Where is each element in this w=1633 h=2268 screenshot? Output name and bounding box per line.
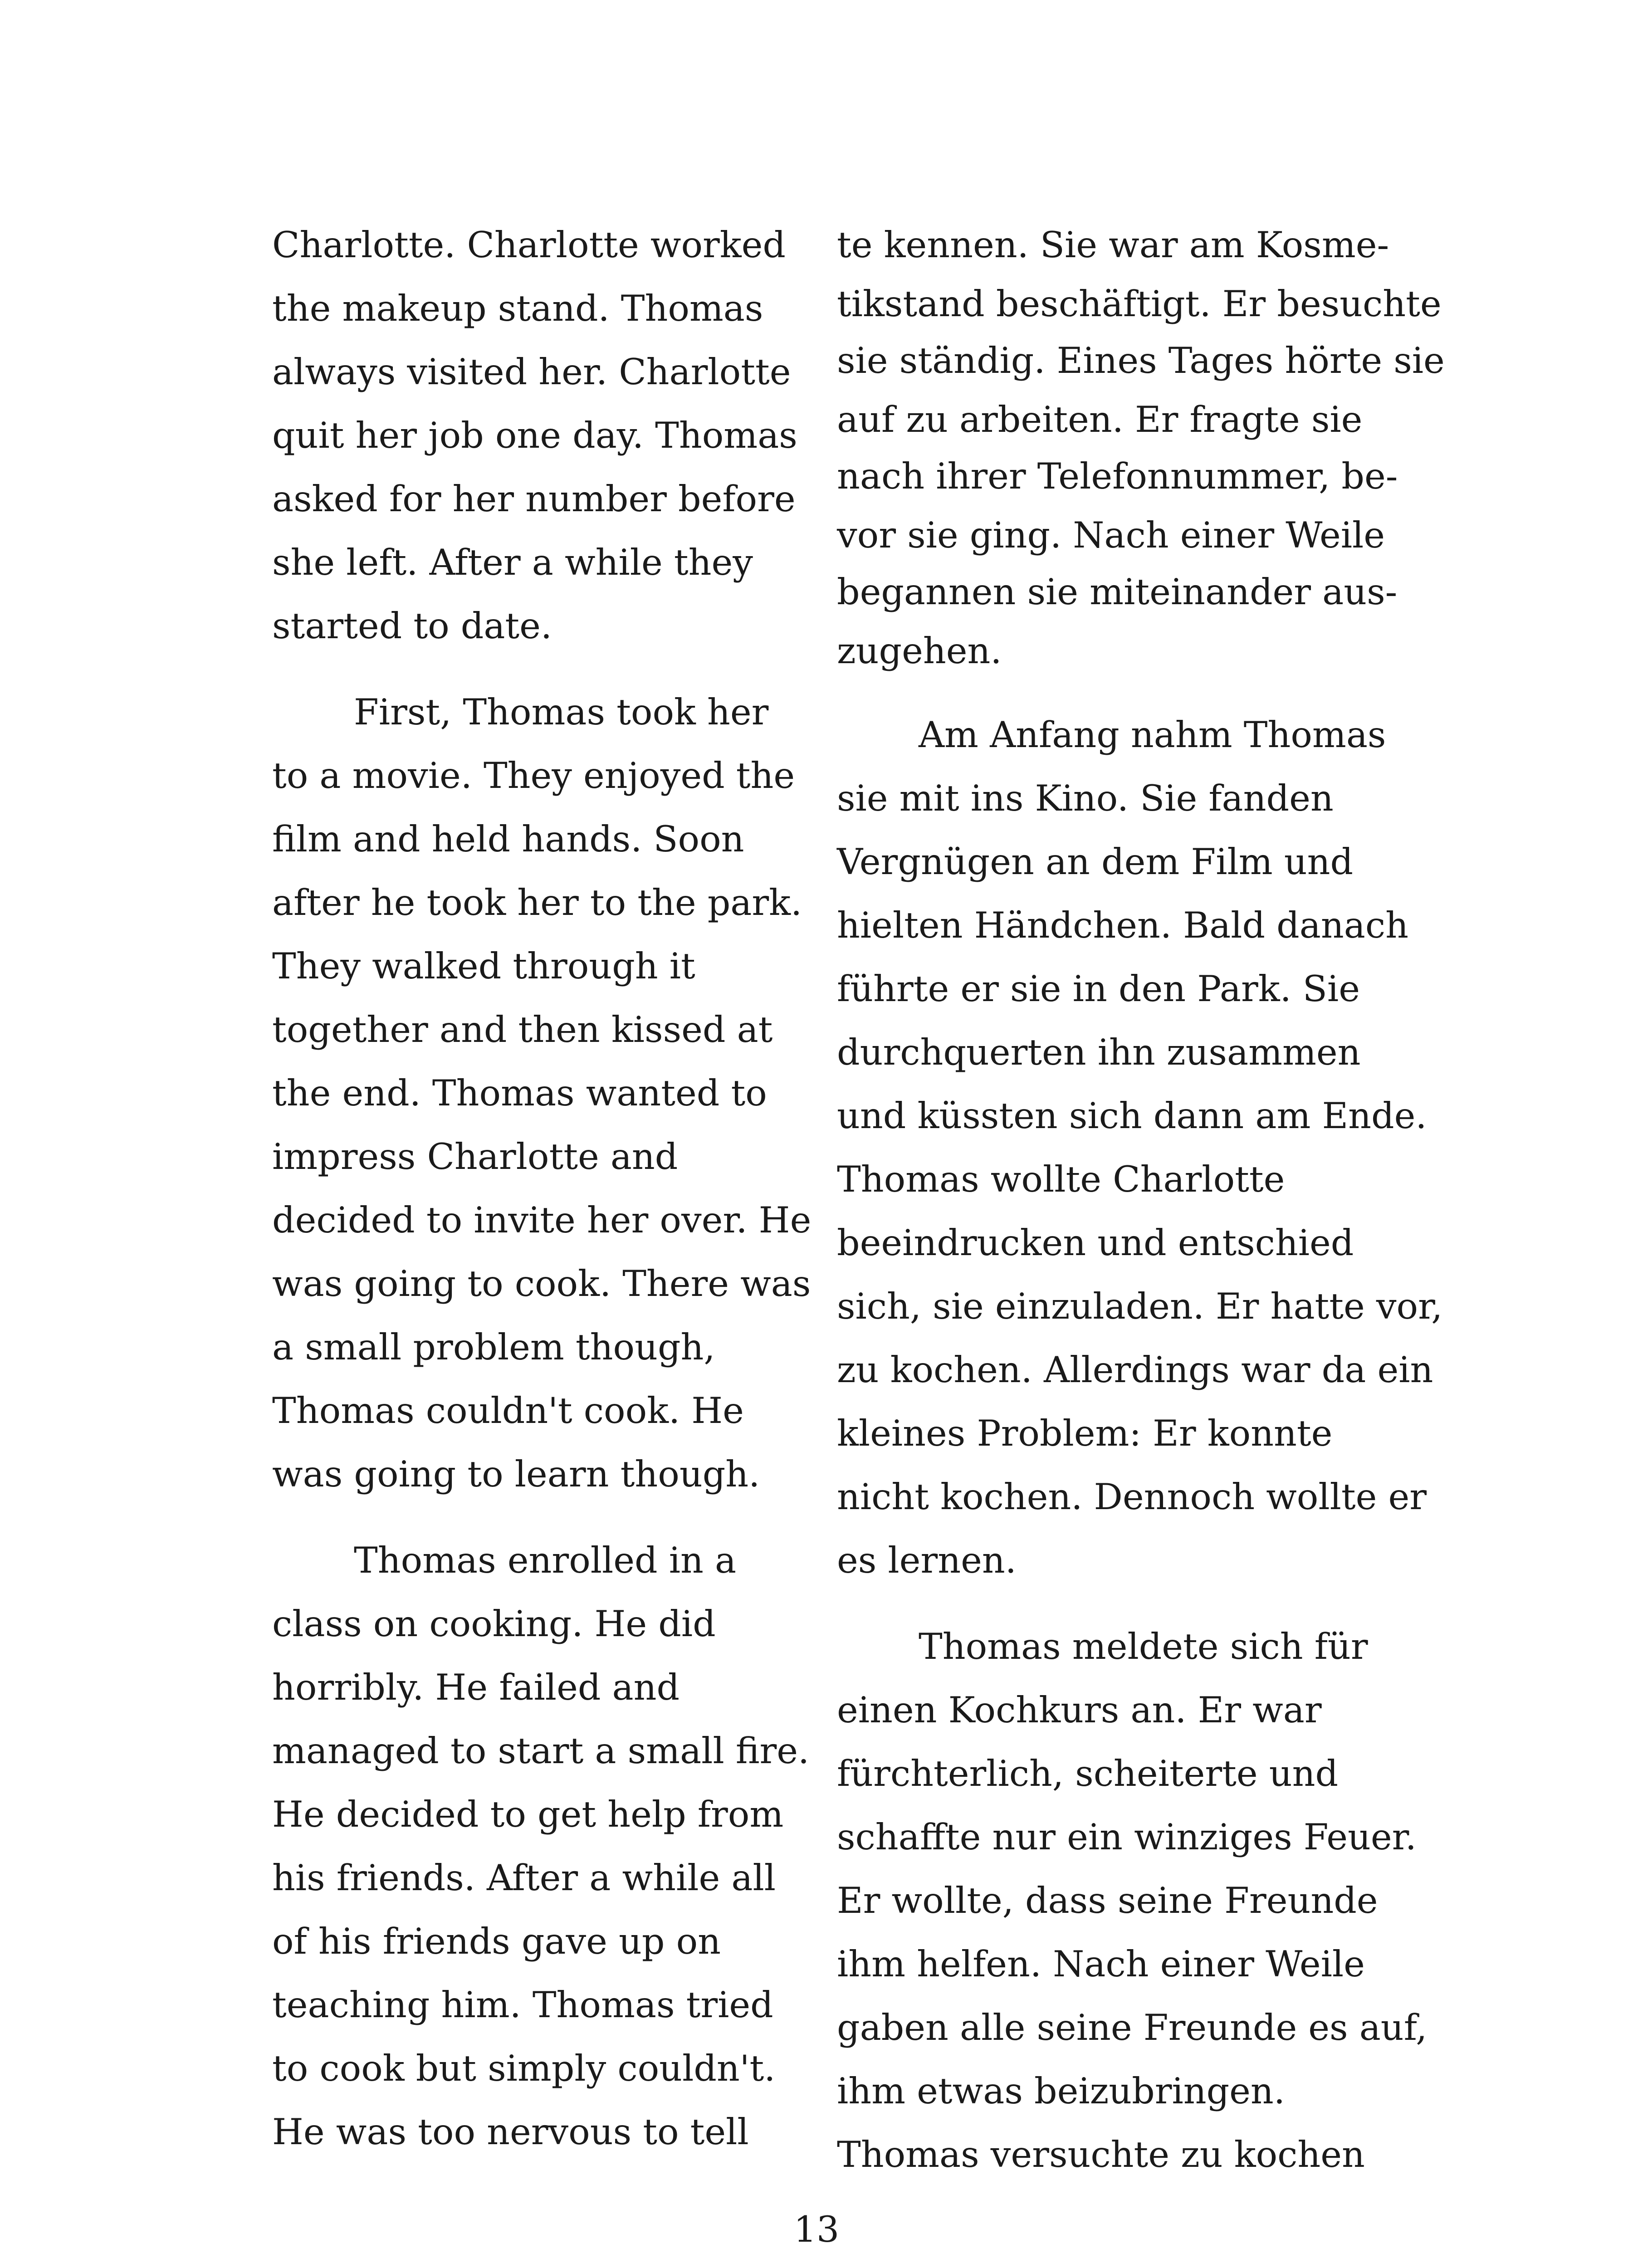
german-line: es lernen.: [837, 1540, 1017, 1581]
german-line: sie ständig. Eines Tages hörte sie: [837, 340, 1445, 381]
english-line: horribly. He failed and: [272, 1667, 680, 1708]
german-line: te kennen. Sie war am Kosme-: [837, 224, 1389, 266]
page-number: 13: [793, 2209, 840, 2250]
english-line: to cook but simply couldn't.: [272, 2048, 776, 2089]
german-line: vor sie ging. Nach einer Weile: [837, 514, 1385, 556]
english-line: to a movie. They enjoyed the: [272, 755, 795, 797]
english-line: always visited her. Charlotte: [272, 351, 791, 393]
english-paragraph-start: Thomas enrolled in a: [354, 1540, 737, 1581]
english-line: Charlotte. Charlotte worked: [272, 224, 786, 266]
german-line: schaffte nur ein winziges Feuer.: [837, 1816, 1417, 1858]
english-line: film and held hands. Soon: [272, 818, 744, 860]
english-line: started to date.: [272, 605, 552, 647]
german-line: hielten Händchen. Bald danach: [837, 904, 1408, 946]
english-line: class on cooking. He did: [272, 1603, 716, 1645]
english-line: quit her job one day. Thomas: [272, 415, 797, 456]
english-line: Thomas couldn't cook. He: [272, 1390, 744, 1432]
english-line: He was too nervous to tell: [272, 2111, 749, 2153]
german-line: beeindrucken und entschied: [837, 1222, 1354, 1264]
german-line: begannen sie miteinander aus-: [837, 571, 1398, 613]
english-line: impress Charlotte and: [272, 1136, 678, 1178]
german-line: nach ihrer Telefonnummer, be-: [837, 455, 1398, 497]
german-line: Vergnügen an dem Film und: [837, 841, 1354, 883]
german-line: zu kochen. Allerdings war da ein: [837, 1349, 1433, 1391]
english-line: the makeup stand. Thomas: [272, 288, 763, 329]
english-line: He decided to get help from: [272, 1794, 784, 1835]
english-line: the end. Thomas wanted to: [272, 1072, 767, 1114]
english-line: was going to cook. There was: [272, 1263, 811, 1305]
german-line: auf zu arbeiten. Er fragte sie: [837, 399, 1363, 440]
english-paragraph-start: First, Thomas took her: [354, 691, 769, 733]
english-line: his friends. After a while all: [272, 1857, 776, 1899]
german-line: ihm helfen. Nach einer Weile: [837, 1943, 1365, 1985]
german-line: zugehen.: [837, 630, 1002, 672]
english-line: together and then kissed at: [272, 1009, 773, 1051]
german-line: nicht kochen. Dennoch wollte er: [837, 1476, 1427, 1518]
english-line: a small problem though,: [272, 1326, 715, 1368]
english-line: of his friends gave up on: [272, 1921, 721, 1962]
german-paragraph-start: Thomas meldete sich für: [919, 1626, 1368, 1667]
english-line: teaching him. Thomas tried: [272, 1984, 773, 2026]
english-line: managed to start a small fire.: [272, 1730, 810, 1772]
german-line: gaben alle seine Freunde es auf,: [837, 2007, 1428, 2048]
german-line: und küssten sich dann am Ende.: [837, 1095, 1427, 1137]
german-line: führte er sie in den Park. Sie: [837, 968, 1360, 1010]
german-line: durchquerten ihn zusammen: [837, 1031, 1361, 1073]
german-line: Thomas wollte Charlotte: [837, 1158, 1285, 1200]
german-line: tikstand beschäftigt. Er besuchte: [837, 283, 1442, 325]
english-line: was going to learn though.: [272, 1453, 760, 1495]
english-line: They walked through it: [272, 945, 695, 987]
german-line: kleines Problem: Er konnte: [837, 1413, 1333, 1454]
english-line: decided to invite her over. He: [272, 1199, 812, 1241]
german-line: einen Kochkurs an. Er war: [837, 1689, 1322, 1731]
english-line: after he took her to the park.: [272, 882, 802, 924]
german-line: Thomas versuchte zu kochen: [837, 2134, 1365, 2175]
german-paragraph-start: Am Anfang nahm Thomas: [919, 714, 1386, 756]
english-line: she left. After a while they: [272, 542, 753, 583]
german-line: sich, sie einzuladen. Er hatte vor,: [837, 1286, 1443, 1327]
english-line: asked for her number before: [272, 478, 796, 520]
german-line: Er wollte, dass seine Freunde: [837, 1880, 1378, 1921]
german-line: ihm etwas beizubringen.: [837, 2070, 1285, 2112]
german-line: sie mit ins Kino. Sie fanden: [837, 777, 1334, 819]
german-line: fürchterlich, scheiterte und: [837, 1753, 1339, 1794]
